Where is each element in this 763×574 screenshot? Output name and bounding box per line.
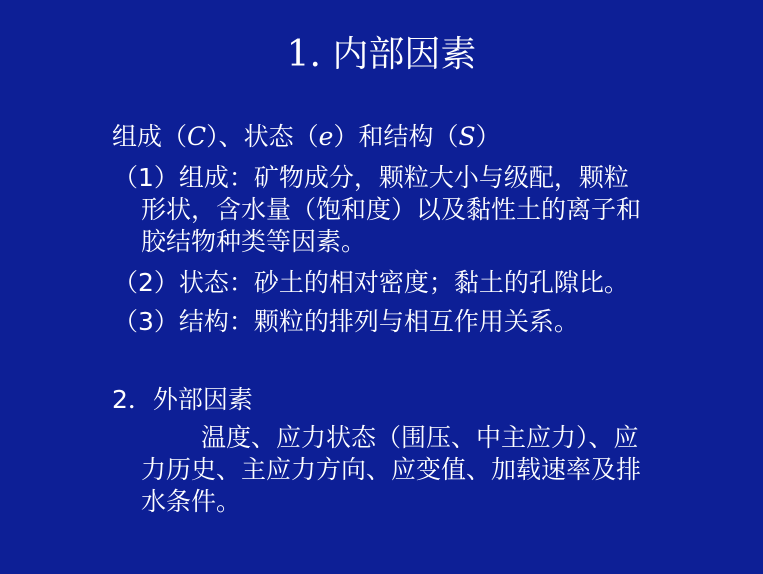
factor-symbol-s: S (458, 122, 476, 151)
factors-text-2: ）、状态（ (206, 122, 319, 151)
section2-line3: 水条件。 (141, 487, 242, 516)
factors-text-3: ）和结构（ (333, 122, 459, 151)
factor-symbol-e: e (318, 122, 334, 151)
item2-line: （2）状态：砂土的相对密度；黏土的孔隙比。 (113, 268, 629, 297)
item3-line: （3）结构：颗粒的排列与相互作用关系。 (113, 307, 579, 336)
factor-symbol-c: C (187, 122, 207, 151)
factors-text-1: 组成（ (112, 122, 188, 151)
section2-line1: 温度、应力状态（围压、中主应力）、应 (201, 423, 639, 452)
item1-line2: 形状，含水量（饱和度）以及黏性土的离子和 (141, 195, 642, 224)
factors-line (112, 121, 501, 153)
factors-text-4: ） (475, 122, 501, 151)
section2-heading: 2．外部因素 (112, 385, 253, 414)
section2-line2: 力历史、主应力方向、应变值、加载速率及排 (141, 455, 642, 484)
item1-line3: 胶结物种类等因素。 (141, 227, 367, 256)
item1-line1: （1）组成：矿物成分，颗粒大小与级配，颗粒 (113, 163, 629, 192)
slide-title: 1. 内部因素 (286, 34, 477, 75)
